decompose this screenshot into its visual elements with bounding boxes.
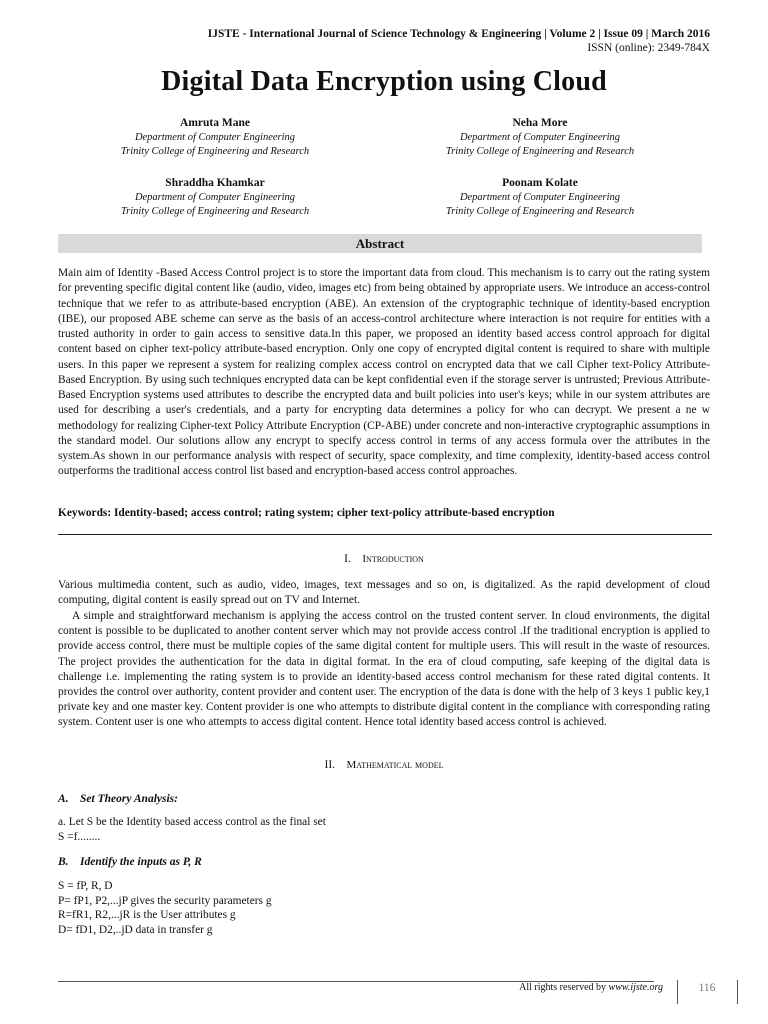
text-line: D= fD1, D2,..jD data in transfer g (58, 923, 213, 936)
author-block (390, 116, 690, 159)
author-college: Trinity College of Engineering and Research (120, 146, 310, 157)
page-number: 116 (698, 982, 716, 994)
keywords: Keywords: Identity-based; access control; rating system; cipher text-policy attribute-based encryption (58, 507, 555, 519)
author-block (65, 176, 365, 219)
author-name: Amruta Mane (180, 117, 250, 129)
subsection-letter: B. (58, 856, 69, 868)
author-college: Trinity College of Engineering and Research (445, 206, 635, 217)
section-heading-math-model (0, 759, 768, 771)
section-title: Mathematical model (346, 759, 444, 771)
intro-paragraph-2: A simple and straightforward mechanism is applying the access control on the trusted content server. In cloud environments, the digital content is possible to be duplicated to another content server which may not provide access control .If the traditional encryption is applied to provide access control, there must be multiple copies of the same digital content for multiple users. This will result in the waste of resources. The project provides the authentication for the data in digital format. In the era of cloud computing, safe keeping of the digital data is challenge i.e. implementing the rating system is to provide an identity-based access control mechanism for these rated digital contents. It provides the control over authority, content provider and content user. The encryption of the data is done with the help of 3 keys 1 public key,1 private key and one master key. Content provider is one who attempts to distribute digital content in the compliance with corresponding rating system. Content user is one who attempts to access digital content. Hence total identity based access control is achieved. (58, 610, 710, 729)
author-block (390, 176, 690, 219)
section-number: II. (324, 759, 336, 771)
section-divider (58, 534, 712, 535)
subsection-b-content (58, 879, 272, 937)
footer-divider (737, 980, 738, 1004)
paper-title: Digital Data Encryption using Cloud (161, 66, 607, 97)
author-college: Trinity College of Engineering and Research (445, 146, 635, 157)
subsection-letter: A. (58, 793, 69, 805)
section-title: Introduction (362, 553, 424, 565)
journal-header (208, 27, 710, 55)
journal-line: IJSTE - International Journal of Science Technology & Engineering | Volume 2 | Issue 09 | March 2016 (207, 28, 710, 40)
author-college: Trinity College of Engineering and Research (120, 206, 310, 217)
issn: ISSN (online): 2349-784X (587, 42, 710, 54)
author-department: Department of Computer Engineering (459, 132, 621, 143)
text-line: R=fR1, R2,...jR is the User attributes g (58, 909, 236, 922)
subsection-heading-b (58, 856, 202, 868)
rights-text: All rights reserved by (519, 982, 609, 993)
site-link[interactable]: www.ijste.org (608, 982, 663, 993)
text-line: a. Let S be the Identity based access control as the final set (58, 816, 326, 828)
author-department: Department of Computer Engineering (459, 192, 621, 203)
footer-rights (519, 982, 663, 993)
author-department: Department of Computer Engineering (134, 132, 296, 143)
author-name: Neha More (512, 117, 568, 129)
abstract-heading: Abstract (58, 234, 702, 253)
subsection-a-content (58, 815, 326, 844)
subsection-title: Set Theory Analysis: (80, 793, 178, 805)
author-name: Shraddha Khamkar (165, 177, 265, 189)
author-block (65, 116, 365, 159)
section-number: I. (344, 553, 351, 565)
text-line: P= fP1, P2,...jP gives the security parameters g (58, 894, 272, 907)
section-heading-introduction (0, 553, 768, 565)
abstract-text: Main aim of Identity -Based Access Control project is to store the important data from cloud. This mechanism is to carry out the rating system for preventing specific digital content like (audio, video, images etc) from being obtained by appropriate users. We introduce an access-control technique that we refer to as attribute-based encryption (ABE). An extension of the cryptographic technique of identity-based encryption (IBE), our proposed ABE scheme can serve as the basis of an access-control architecture where interaction is not require for entities with a trusted authority in order to gain access to sensitive data.In this paper, we proposed an identity based access control approach for digital content based on cipher text-policy attribute-based encryption. Only one copy of encrypted digital content is required to share with multiple users. In this paper we represent a system for realizing complex access control on encrypted data that we call Cipher text-Policy Attribute-Based Encryption. By using such techniques encrypted data can be kept confidential even if the storage server is untrusted; Previous Attribute- Based Encryption systems used attributes to describe the encrypted data and built policies into user's keys; while in our system attributes are used for describing a user's credentials, and a party for encrypting data determines a policy for who can decrypt. We present a ne w methodology for realizing Cipher-text Policy Attribute Encryption (CP-ABE) under concrete and non-interactive cryptographic assumptions in the standard model. Our solutions allow any encrypt to specify access control in terms of any access formula over the attributes in the system.As shown in our performance analysis with respect of security, space complexity, and time complexity, identity-based access control outperforms the traditional access control list based and encryption-based access control approaches. (58, 267, 710, 478)
text-line: S =f........ (58, 830, 101, 843)
subsection-title: Identify the inputs as P, R (80, 856, 202, 868)
subsection-heading-a (58, 793, 178, 805)
author-name: Poonam Kolate (502, 177, 578, 189)
intro-paragraph-1: Various multimedia content, such as audio, video, images, text messages and so on, is digitalized. As the rapid development of cloud computing, digital content is easily spread out on TV and Internet. (58, 579, 710, 607)
author-department: Department of Computer Engineering (134, 192, 296, 203)
text-line: S = fP, R, D (58, 880, 113, 892)
